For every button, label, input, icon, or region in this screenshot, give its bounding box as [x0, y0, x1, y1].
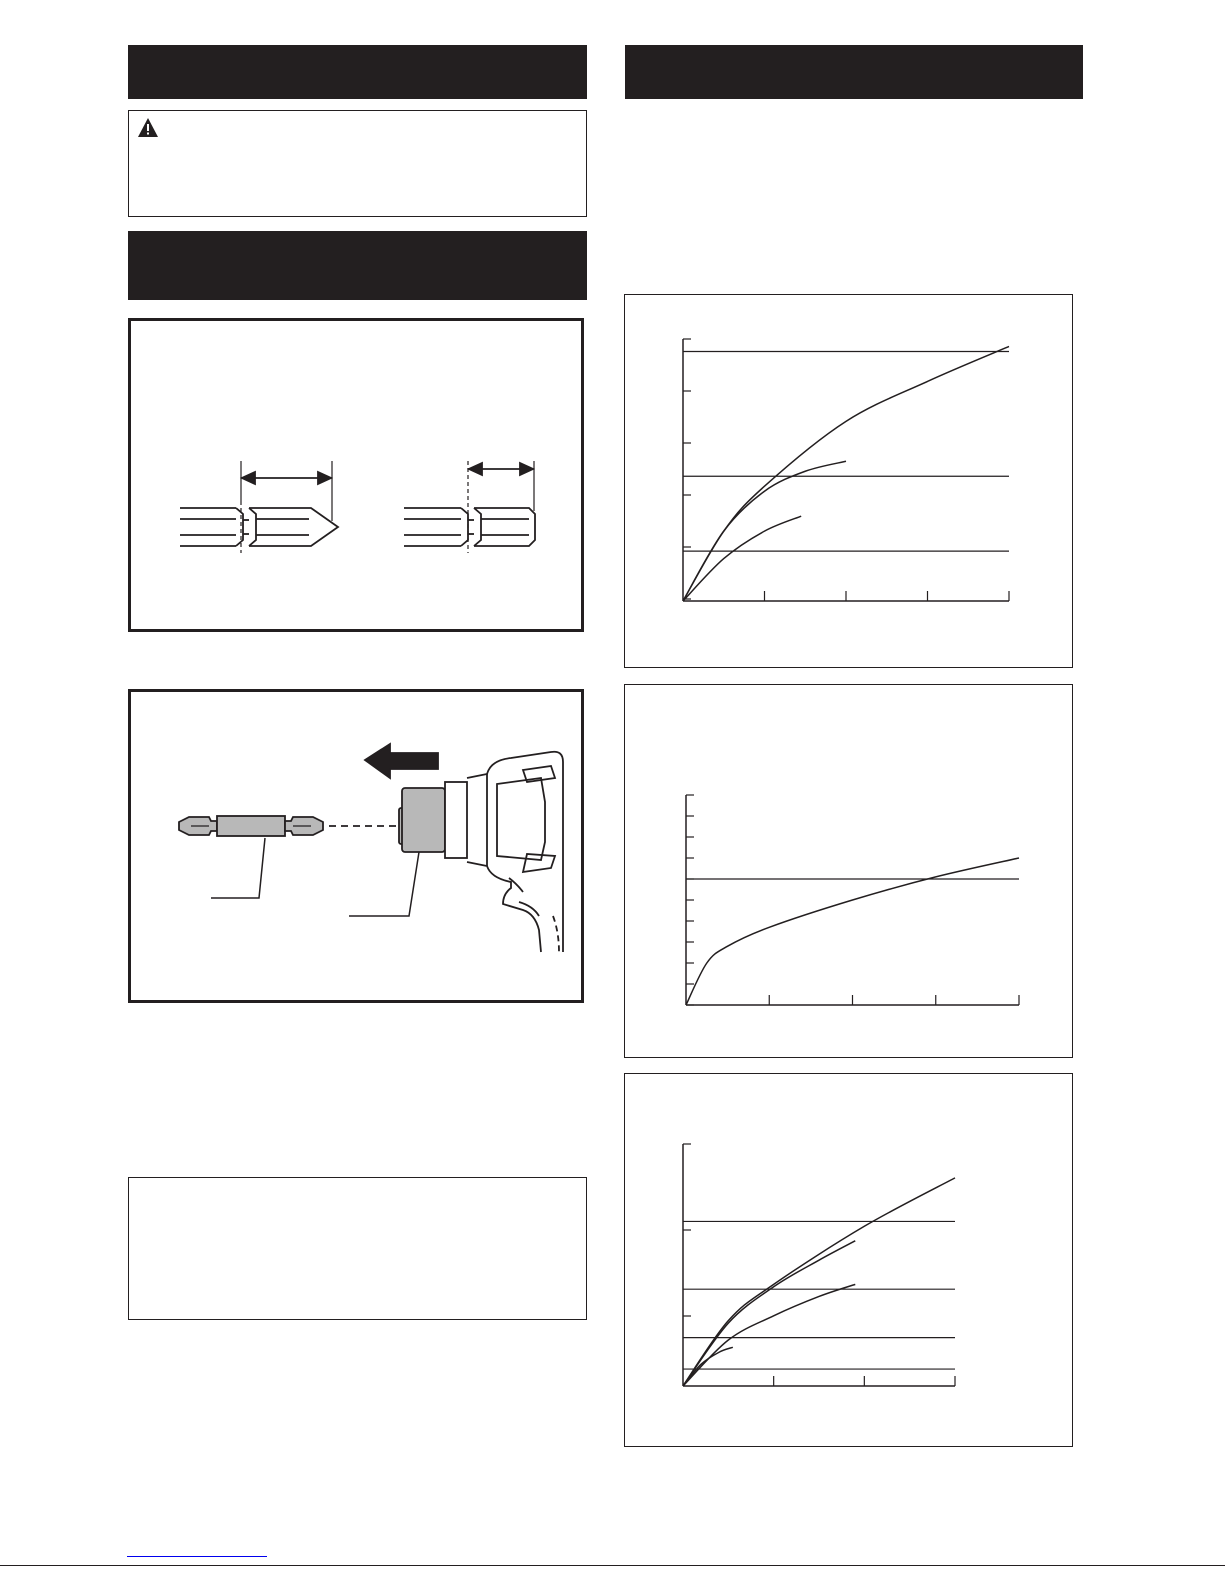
- section-header-left-2: [128, 231, 587, 300]
- series-line-3: [683, 516, 801, 601]
- series-line-4: [683, 1347, 733, 1386]
- footer-rule: [0, 1565, 1225, 1566]
- chart-2-frame: [624, 684, 1073, 1058]
- chart-1: [625, 295, 1071, 666]
- chart-2: [625, 685, 1071, 1056]
- warning-triangle-icon: [137, 117, 159, 139]
- section-header-left-1: [128, 45, 587, 99]
- series-line-2: [683, 1241, 855, 1386]
- bit-dimension-drawing: [131, 321, 581, 629]
- chart-3: [625, 1074, 1071, 1445]
- section-header-right-1: [625, 45, 1083, 99]
- footer-link-underline[interactable]: [127, 1556, 267, 1557]
- install-bit-drawing: [131, 692, 581, 1000]
- arrow-left-icon: [365, 744, 438, 778]
- figure-install-bit: [128, 689, 584, 1003]
- series-line-3: [683, 1284, 855, 1386]
- note-box: [128, 1177, 587, 1320]
- figure-bit-dimensions: [128, 318, 584, 632]
- series-line-1: [683, 346, 1009, 601]
- chart-1-frame: [624, 294, 1073, 668]
- series-line-1: [686, 858, 1019, 1005]
- warning-box: [128, 110, 587, 217]
- series-line-1: [683, 1178, 955, 1386]
- chart-3-frame: [624, 1073, 1073, 1447]
